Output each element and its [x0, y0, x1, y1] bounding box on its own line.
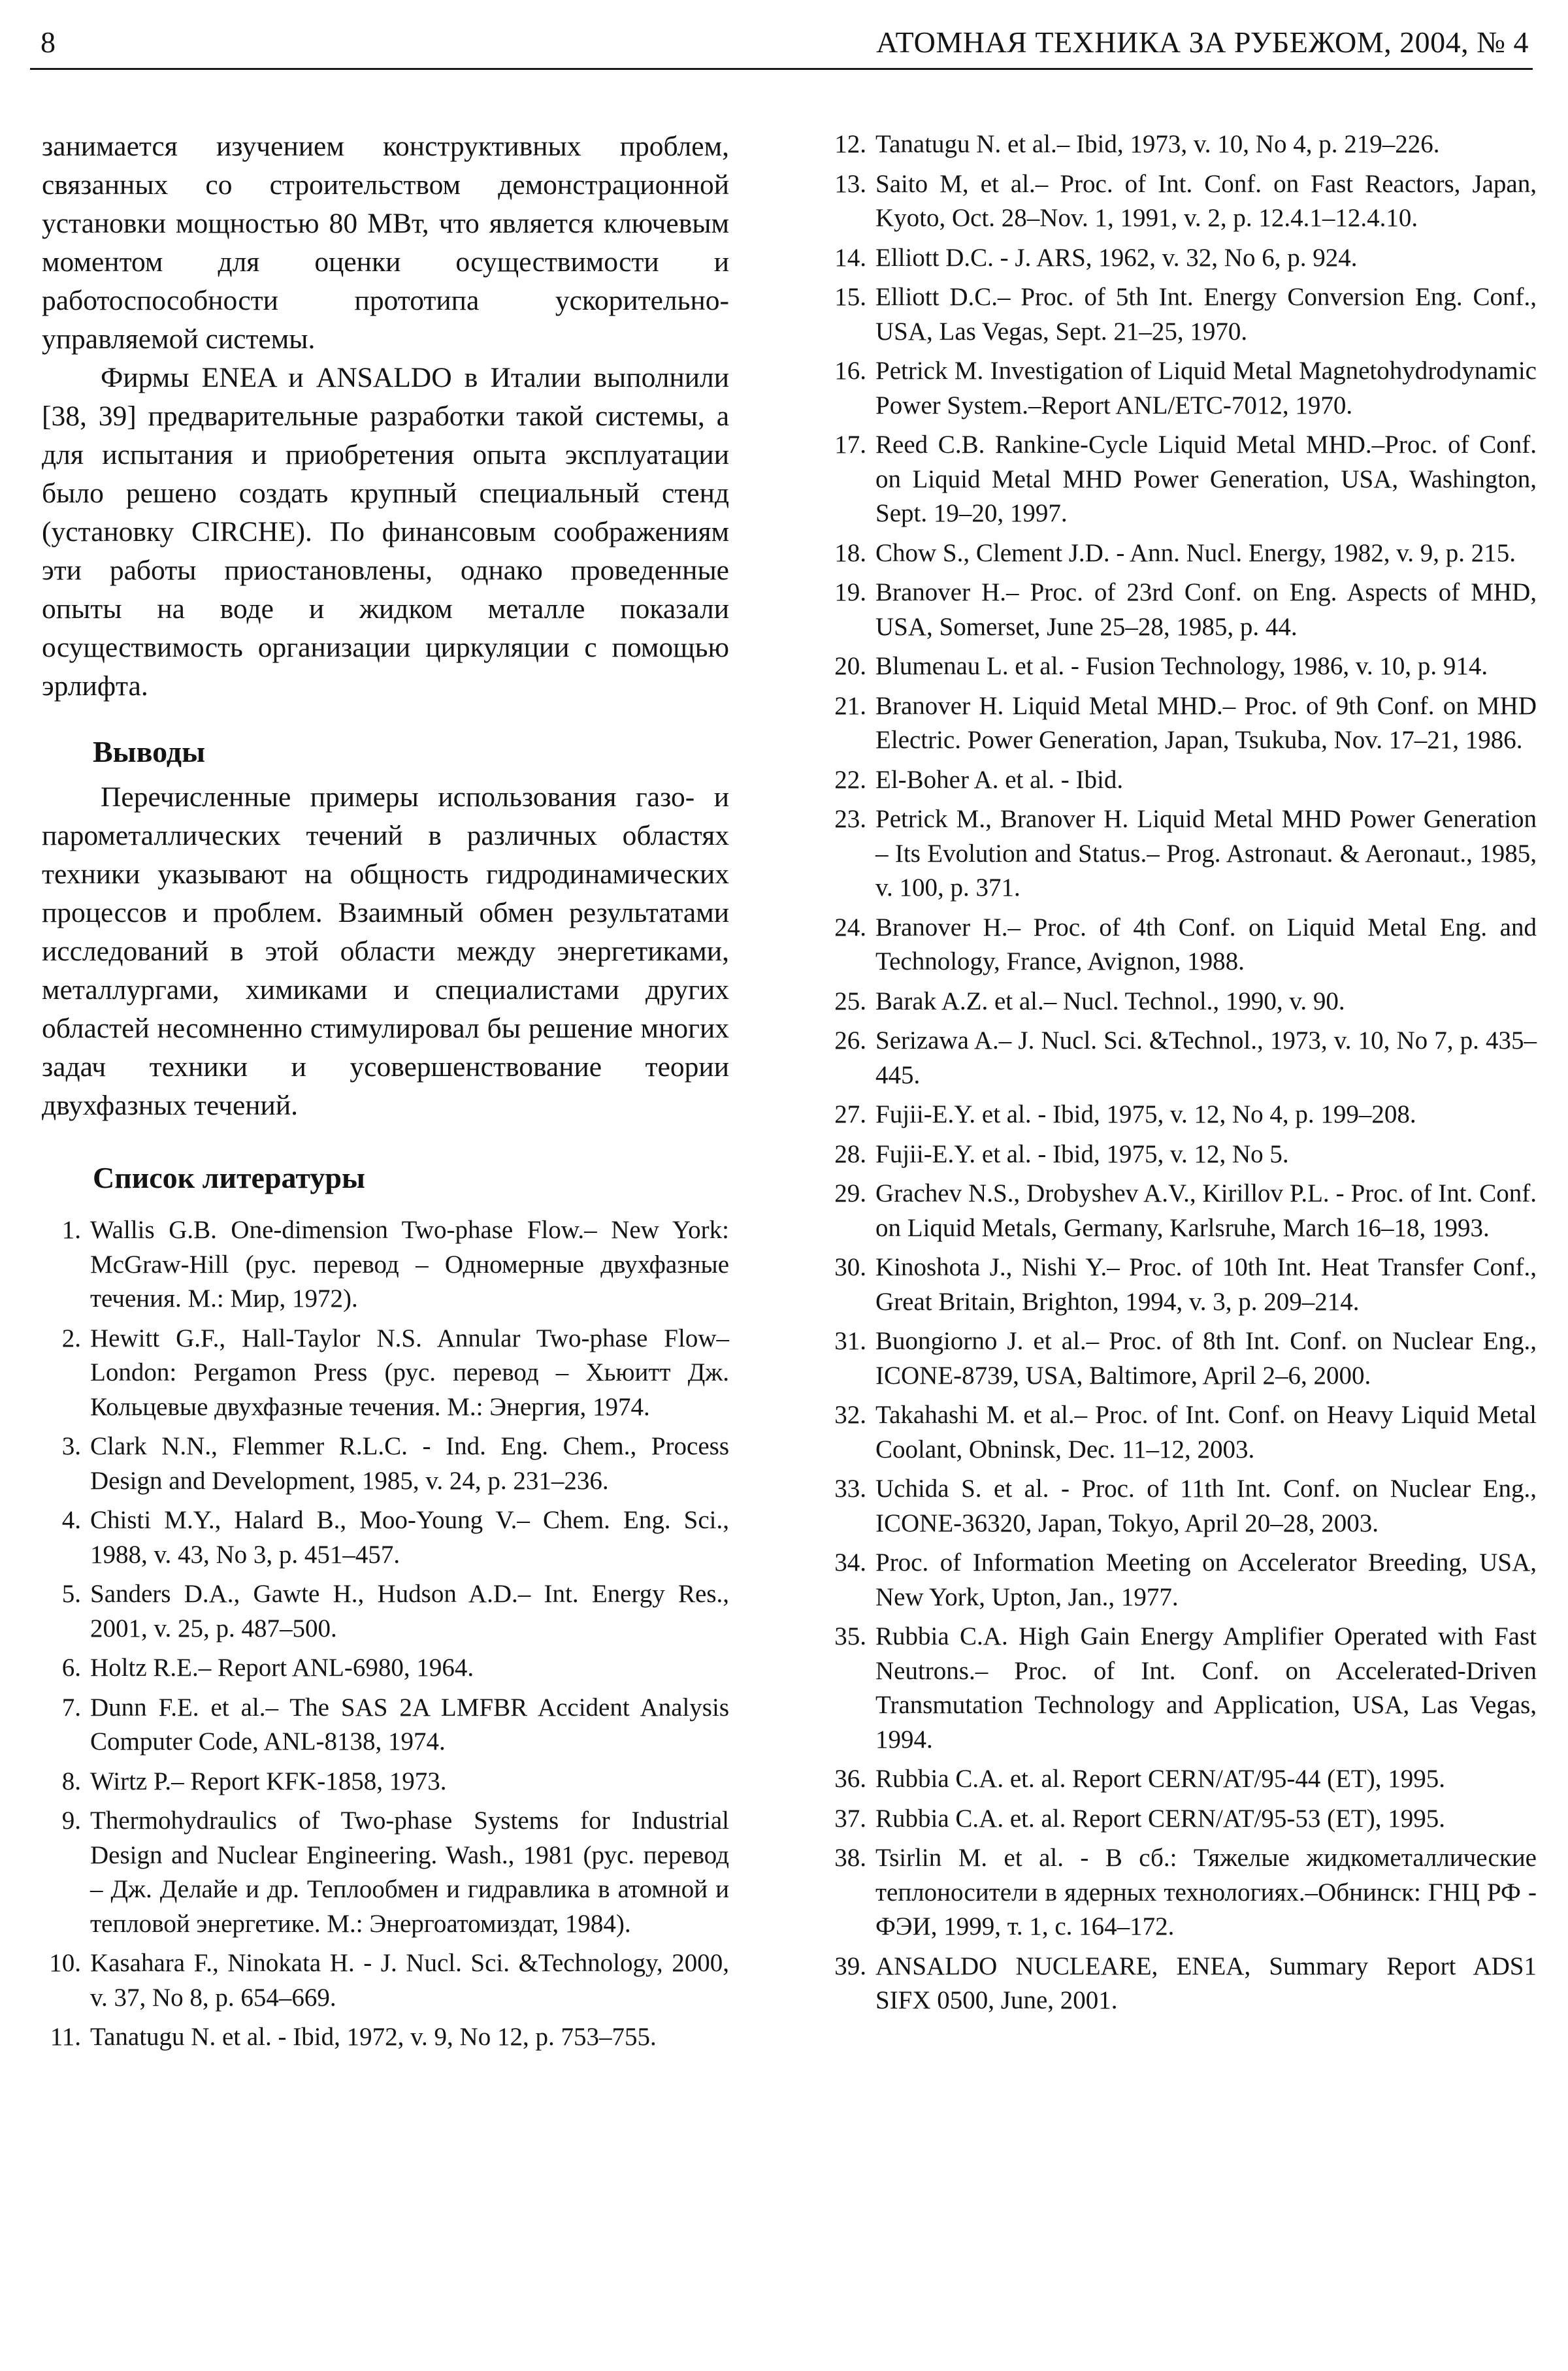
reference-text: Branover H.– Proc. of 4th Conf. on Liquid Metal Eng. and Technology, France, Avignon, 1988. [875, 913, 1537, 975]
reference-number: 30. [834, 1253, 866, 1281]
reference-item [42, 1577, 729, 1646]
reference-item [825, 1620, 1537, 1757]
reference-number: 5. [61, 1580, 81, 1608]
reference-item [825, 1177, 1537, 1245]
reference-text: Grachev N.S., Drobyshev A.V., Kirillov P.L. - Proc. of Int. Conf. on Liquid Metals, Germany, Karlsruhe, March 16–18, 1993. [875, 1179, 1537, 1242]
reference-item [42, 1804, 729, 1941]
reference-item [825, 1472, 1537, 1541]
reference-item [825, 1398, 1537, 1467]
references-heading: Список литературы [93, 1161, 365, 1194]
body-paragraph: Фирмы ENEA и ANSALDO в Италии выполнили [38, 39] предварительные разработки такой системы, а для испытания и приобретения опыта эксплуатации было решено создать крупный специальный стенд (установку CIRCHE). По финансовым соображениям эти работы приостановлены, однако проведенные опыты на воде и жидком металле показали осуществимость организации циркуляции с помощью эрлифта. [42, 362, 729, 702]
reference-item [825, 127, 1537, 162]
reference-text: Dunn F.E. et al.– The SAS 2A LMFBR Accident Analysis Computer Code, ANL-8138, 1974. [90, 1693, 729, 1756]
journal-title: АТОМНАЯ ТЕХНИКА ЗА РУБЕЖОМ, 2004, № 4 [875, 25, 1529, 59]
reference-item [825, 911, 1537, 979]
reference-item [825, 649, 1537, 684]
reference-text: Barak A.Z. et al.– Nucl. Technol., 1990, v. 90. [875, 987, 1345, 1015]
reference-number: 15. [834, 283, 866, 311]
reference-text: Serizawa A.– J. Nucl. Sci. &Technol., 1973, v. 10, No 7, p. 435–445. [875, 1026, 1537, 1089]
reference-text: Tsirlin M. et al. - В сб.: Тяжелые жидкометаллические теплоносители в ядерных технологиях.–Обнинск: ГНЦ РФ - ФЭИ, 1999, т. 1, с. 164–172. [875, 1844, 1537, 1940]
reference-item [42, 1765, 729, 1799]
reference-text: Hewitt G.F., Hall-Taylor N.S. Annular Two-phase Flow–London: Pergamon Press (рус. перевод – Хьюитт Дж. Кольцевые двухфазные течения. М.: Энергия, 1974. [90, 1324, 729, 1421]
reference-text: Rubbia C.A. et. al. Report CERN/AT/95-44 (ET), 1995. [875, 1765, 1445, 1793]
reference-text: Uchida S. et al. - Proc. of 11th Int. Conf. on Nuclear Eng., ICONE-36320, Japan, Tokyo, April 20–28, 2003. [875, 1475, 1537, 1537]
reference-text: Tanatugu N. et al.– Ibid, 1973, v. 10, No 4, p. 219–226. [875, 130, 1440, 158]
reference-item [42, 1503, 729, 1572]
page-number: 8 [41, 25, 56, 59]
reference-number: 28. [834, 1139, 866, 1168]
reference-number: 35. [834, 1622, 866, 1650]
reference-text: Petrick M. Investigation of Liquid Metal Magnetohydrodynamic Power System.–Report ANL/ETC-7012, 1970. [875, 357, 1537, 419]
reference-text: Saito M, et al.– Proc. of Int. Conf. on Fast Reactors, Japan, Kyoto, Oct. 28–Nov. 1, 1991, v. 2, p. 12.4.1–12.4.10. [875, 169, 1537, 232]
conclusions-heading: Выводы [93, 735, 205, 768]
reference-text: Wirtz P.– Report KFK-1858, 1973. [90, 1767, 447, 1795]
reference-text: Elliott D.C. - J. ARS, 1962, v. 32, No 6, p. 924. [875, 243, 1358, 272]
reference-number: 8. [61, 1767, 81, 1795]
reference-text: Branover H.– Proc. of 23rd Conf. on Eng. Aspects of MHD, USA, Somerset, June 25–28, 1985, p. 44. [875, 578, 1537, 641]
reference-number: 2. [61, 1324, 81, 1352]
reference-item [825, 763, 1537, 798]
reference-item [825, 1024, 1537, 1092]
reference-number: 11. [50, 2023, 81, 2051]
reference-number: 3. [61, 1432, 81, 1460]
reference-item [825, 354, 1537, 423]
reference-item [825, 1098, 1537, 1132]
reference-text: El-Boher A. et al. - Ibid. [875, 765, 1124, 794]
reference-text: Elliott D.C.– Proc. of 5th Int. Energy Conversion Eng. Conf., USA, Las Vegas, Sept. 21–25, 1970. [875, 283, 1537, 346]
reference-number: 34. [834, 1548, 866, 1577]
reference-number: 31. [834, 1327, 866, 1355]
reference-number: 13. [834, 169, 866, 198]
reference-text: Fujii-E.Y. et al. - Ibid, 1975, v. 12, No 5. [875, 1139, 1289, 1168]
reference-item [825, 1251, 1537, 1319]
reference-item [42, 2020, 729, 2055]
reference-text: Chow S., Clement J.D. - Ann. Nucl. Energy, 1982, v. 9, p. 215. [875, 538, 1516, 567]
body-paragraph: занимается изучением конструктивных проблем, связанных со строительством демонстрационной установки мощностью 80 МВт, что является ключевым моментом для оценки осуществимости и работоспособности прототипа ускорительно-управляемой системы. [42, 131, 729, 355]
reference-item [825, 802, 1537, 906]
reference-text: Reed C.B. Rankine-Cycle Liquid Metal MHD.–Proc. of Conf. on Liquid Metal MHD Power Generation, USA, Washington, Sept. 19–20, 1997. [875, 431, 1537, 527]
reference-item [42, 1691, 729, 1759]
reference-item [825, 280, 1537, 349]
reference-number: 9. [61, 1807, 81, 1835]
reference-number: 6. [61, 1654, 81, 1682]
reference-text: Clark N.N., Flemmer R.L.C. - Ind. Eng. Chem., Process Design and Development, 1985, v. 24, p. 231–236. [90, 1432, 729, 1495]
reference-number: 39. [834, 1952, 866, 1980]
reference-number: 23. [834, 805, 866, 833]
right-column [825, 127, 1537, 2023]
reference-text: Rubbia C.A. High Gain Energy Amplifier Operated with Fast Neutrons.– Proc. of Int. Conf. on Accelerated-Driven Transmutation Technology and Application, USA, Las Vegas, 1994. [875, 1622, 1537, 1754]
reference-number: 36. [834, 1765, 866, 1793]
reference-text: Branover H. Liquid Metal MHD.– Proc. of 9th Conf. on MHD Electric. Power Generation, Japan, Tsukuba, Nov. 17–21, 1986. [875, 691, 1537, 754]
reference-text: Chisti M.Y., Halard B., Moo-Young V.– Chem. Eng. Sci., 1988, v. 43, No 3, p. 451–457. [90, 1506, 729, 1569]
reference-item [825, 689, 1537, 758]
reference-text: Wallis G.B. One-dimension Two-phase Flow.– New York: McGraw-Hill (рус. перевод – Одномерные двухфазные течения. М.: Мир, 1972). [90, 1216, 729, 1313]
reference-item [825, 1324, 1537, 1393]
reference-text: Fujii-E.Y. et al. - Ibid, 1975, v. 12, No 4, p. 199–208. [875, 1100, 1416, 1128]
reference-number: 1. [61, 1216, 81, 1244]
reference-item [825, 167, 1537, 236]
reference-number: 29. [834, 1179, 866, 1207]
reference-text: Holtz R.E.– Report ANL-6980, 1964. [90, 1654, 474, 1682]
reference-text: Rubbia C.A. et. al. Report CERN/AT/95-53 (ET), 1995. [875, 1804, 1445, 1833]
reference-item [825, 536, 1537, 571]
reference-number: 4. [61, 1506, 81, 1534]
reference-text: Sanders D.A., Gawte H., Hudson A.D.– Int. Energy Res., 2001, v. 25, p. 487–500. [90, 1580, 729, 1643]
reference-number: 37. [834, 1804, 866, 1833]
reference-item [825, 985, 1537, 1019]
reference-item [42, 1213, 729, 1316]
reference-text: Petrick M., Branover H. Liquid Metal MHD Power Generation – Its Evolution and Status.– Prog. Astronaut. & Aeronaut., 1985, v. 100, p. 371. [875, 805, 1537, 902]
reference-number: 16. [834, 357, 866, 385]
reference-number: 25. [834, 987, 866, 1015]
reference-text: Kasahara F., Ninokata H. - J. Nucl. Sci. &Technology, 2000, v. 37, No 8, p. 654–669. [90, 1949, 729, 2012]
reference-text: Blumenau L. et al. - Fusion Technology, 1986, v. 10, p. 914. [875, 652, 1488, 680]
reference-text: Kinoshota J., Nishi Y.– Proc. of 10th Int. Heat Transfer Conf., Great Britain, Brighton, 1994, v. 3, p. 209–214. [875, 1253, 1537, 1316]
reference-number: 20. [834, 652, 866, 680]
reference-number: 26. [834, 1026, 866, 1055]
reference-text: Tanatugu N. et al. - Ibid, 1972, v. 9, No 12, p. 753–755. [90, 2023, 657, 2051]
reference-item [825, 241, 1537, 276]
reference-text: Thermohydraulics of Two-phase Systems for Industrial Design and Nuclear Engineering. Wash., 1981 (рус. перевод – Дж. Делайе и др. Теплообмен и гидравлика в атомной и тепловой энергетике. М.: Энергоатомиздат, 1984). [90, 1807, 729, 1938]
reference-item [825, 1950, 1537, 2018]
reference-number: 32. [834, 1401, 866, 1429]
reference-list-right [825, 127, 1537, 2018]
reference-list-left [42, 1213, 729, 2055]
reference-number: 14. [834, 243, 866, 272]
reference-text: Proc. of Information Meeting on Accelerator Breeding, USA, New York, Upton, Jan., 1977. [875, 1548, 1537, 1611]
reference-number: 18. [834, 538, 866, 567]
reference-text: Takahashi M. et al.– Proc. of Int. Conf. on Heavy Liquid Metal Coolant, Obninsk, Dec. 11–12, 2003. [875, 1401, 1537, 1463]
reference-number: 38. [834, 1844, 866, 1872]
reference-number: 19. [834, 578, 866, 606]
reference-item [825, 1841, 1537, 1944]
conclusions-paragraph: Перечисленные примеры использования газо- и парометаллических течений в различных областях техники указывают на общность гидродинамических процессов и проблем. Взаимный обмен результатами исследований в этой области между энергетиками, металлургами, химиками и специалистами других областей несомненно стимулировал бы решение многих задач техники и усовершенствование теории двухфазных течений. [42, 781, 729, 1121]
reference-number: 27. [834, 1100, 866, 1128]
reference-item [42, 1322, 729, 1425]
reference-item [825, 1762, 1537, 1797]
reference-item [825, 576, 1537, 644]
reference-number: 17. [834, 431, 866, 459]
reference-item [825, 1546, 1537, 1614]
reference-number: 22. [834, 765, 866, 794]
reference-number: 33. [834, 1475, 866, 1503]
left-column [42, 127, 729, 2060]
reference-item [42, 1430, 729, 1498]
reference-item [825, 1137, 1537, 1172]
reference-text: ANSALDO NUCLEARE, ENEA, Summary Report ADS1 SIFX 0500, June, 2001. [875, 1952, 1537, 2014]
running-header [30, 22, 1533, 70]
reference-item [825, 428, 1537, 531]
reference-item [825, 1802, 1537, 1837]
reference-number: 21. [834, 691, 866, 720]
reference-number: 24. [834, 913, 866, 941]
reference-item [42, 1651, 729, 1686]
reference-number: 10. [49, 1949, 81, 1977]
reference-item [42, 1946, 729, 2015]
reference-text: Buongiorno J. et al.– Proc. of 8th Int. Conf. on Nuclear Eng., ICONE-8739, USA, Baltimore, April 2–6, 2000. [875, 1327, 1537, 1390]
reference-number: 12. [834, 130, 866, 158]
reference-number: 7. [61, 1693, 81, 1722]
